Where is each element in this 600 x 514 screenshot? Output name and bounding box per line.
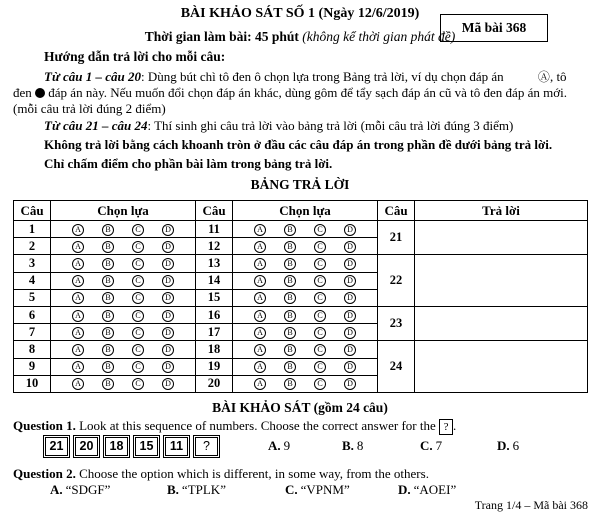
option-bubble-d[interactable]: D bbox=[344, 327, 356, 339]
instruction-paragraph-1 bbox=[13, 69, 588, 117]
option-bubble-c[interactable]: C bbox=[132, 275, 144, 287]
option-group bbox=[233, 255, 378, 272]
sequence-item: 11 bbox=[165, 437, 188, 456]
choice-value: “AOEI” bbox=[413, 482, 457, 497]
option-bubble-b[interactable]: B bbox=[102, 275, 114, 287]
option-bubble-d[interactable]: D bbox=[162, 258, 174, 270]
question-1-end: . bbox=[453, 418, 457, 433]
option-group bbox=[51, 289, 196, 306]
option-bubble-d[interactable]: D bbox=[162, 361, 174, 373]
option-bubble-c[interactable]: C bbox=[132, 344, 144, 356]
choice-value: “TPLK” bbox=[181, 482, 226, 497]
answer-table-header bbox=[14, 201, 588, 221]
sequence-item: 21 bbox=[45, 437, 68, 456]
question-2-text: Choose the option which is different, in some way, from the others. bbox=[75, 466, 429, 481]
q2-choice-a[interactable] bbox=[50, 482, 110, 498]
question-number: 20 bbox=[196, 375, 233, 392]
instruction-1-lead: Từ câu 1 – câu 20 bbox=[44, 69, 141, 84]
option-group bbox=[51, 306, 196, 323]
choice-value: 7 bbox=[435, 438, 443, 453]
option-bubble-c[interactable]: C bbox=[132, 310, 144, 322]
question-number: 19 bbox=[196, 358, 233, 375]
instruction-2-text: : Thí sinh ghi câu trả lời vào bảng trả lời (mỗi câu trả lời đúng 3 điểm) bbox=[147, 118, 514, 133]
option-bubble-b[interactable]: B bbox=[102, 224, 114, 236]
instruction-paragraph-3: Không trả lời bằng cách khoanh tròn ở đầu các câu đáp án trong phần đề dưới bảng trả lời. bbox=[44, 137, 553, 152]
answer-write-cell[interactable] bbox=[415, 255, 588, 307]
option-bubble-a[interactable]: A bbox=[254, 241, 266, 253]
option-group bbox=[233, 341, 378, 358]
time-label: Thời gian làm bài: 45 phút bbox=[144, 29, 299, 44]
question-1-text: Look at this sequence of numbers. Choose the correct answer for the bbox=[75, 418, 440, 433]
question-number: 7 bbox=[14, 324, 51, 341]
choice-letter: B. bbox=[342, 438, 354, 453]
q2-choice-b[interactable] bbox=[167, 482, 226, 498]
option-bubble-d[interactable]: D bbox=[344, 275, 356, 287]
question-number: 3 bbox=[14, 255, 51, 272]
choice-value: 6 bbox=[512, 438, 520, 453]
q1-choice-a[interactable] bbox=[268, 438, 290, 454]
option-bubble-c[interactable]: C bbox=[132, 378, 144, 390]
option-bubble-d[interactable]: D bbox=[162, 292, 174, 304]
option-bubble-c[interactable]: C bbox=[132, 292, 144, 304]
sequence-item: 18 bbox=[105, 437, 128, 456]
answer-table-title: BẢNG TRẢ LỜI bbox=[250, 177, 350, 192]
answer-write-cell[interactable] bbox=[415, 306, 588, 340]
option-group bbox=[233, 238, 378, 255]
q2-choice-c[interactable] bbox=[285, 482, 350, 498]
question-number: 1 bbox=[14, 221, 51, 238]
question-number: 14 bbox=[196, 272, 233, 289]
option-bubble-c[interactable]: C bbox=[132, 241, 144, 253]
answer-row bbox=[14, 221, 588, 238]
option-bubble-b[interactable]: B bbox=[284, 310, 296, 322]
option-bubble-c[interactable]: C bbox=[314, 310, 326, 322]
option-group bbox=[233, 358, 378, 375]
question-1-label: Question 1. bbox=[13, 418, 76, 433]
question-number: 11 bbox=[196, 221, 233, 238]
option-bubble-c[interactable]: C bbox=[314, 327, 326, 339]
answer-table bbox=[13, 200, 588, 393]
q1-choice-b[interactable] bbox=[342, 438, 363, 454]
header-cau-3: Câu bbox=[378, 201, 415, 221]
question-number: 10 bbox=[14, 375, 51, 392]
option-bubble-a[interactable]: A bbox=[72, 361, 84, 373]
option-bubble-a[interactable]: A bbox=[254, 378, 266, 390]
option-bubble-b[interactable]: B bbox=[102, 292, 114, 304]
option-bubble-a[interactable]: A bbox=[72, 224, 84, 236]
sequence-unknown: ? bbox=[195, 437, 218, 456]
choice-letter: C. bbox=[285, 482, 298, 497]
option-bubble-b[interactable]: B bbox=[102, 241, 114, 253]
section-title: BÀI KHẢO SÁT (gồm 24 câu) bbox=[212, 400, 388, 415]
instructions-heading: Hướng dẫn trả lời cho mỗi câu: bbox=[44, 49, 226, 64]
q2-choice-d[interactable] bbox=[398, 482, 456, 498]
question-2-label: Question 2. bbox=[13, 466, 76, 481]
option-bubble-d[interactable]: D bbox=[162, 310, 174, 322]
option-bubble-b[interactable]: B bbox=[284, 292, 296, 304]
option-bubble-d[interactable]: D bbox=[162, 344, 174, 356]
choice-letter: D. bbox=[497, 438, 510, 453]
header-chon-lua-1: Chọn lựa bbox=[51, 201, 196, 221]
option-bubble-c[interactable]: C bbox=[132, 361, 144, 373]
option-bubble-a[interactable]: A bbox=[254, 224, 266, 236]
question-number: 6 bbox=[14, 306, 51, 323]
answer-row bbox=[14, 341, 588, 358]
question-number: 21 bbox=[378, 221, 415, 255]
option-bubble-c[interactable]: C bbox=[132, 258, 144, 270]
header-tra-loi: Trả lời bbox=[415, 201, 588, 221]
option-group bbox=[233, 272, 378, 289]
question-number: 12 bbox=[196, 238, 233, 255]
choice-value: “SDGF” bbox=[65, 482, 111, 497]
page-footer: Trang 1/4 – Mã bài 368 bbox=[474, 498, 588, 512]
option-group bbox=[51, 341, 196, 358]
option-bubble-d[interactable]: D bbox=[162, 378, 174, 390]
choice-value: 8 bbox=[356, 438, 364, 453]
question-number: 18 bbox=[196, 341, 233, 358]
option-bubble-b[interactable]: B bbox=[102, 258, 114, 270]
option-group bbox=[233, 306, 378, 323]
option-bubble-d[interactable]: D bbox=[344, 292, 356, 304]
option-bubble-c[interactable]: C bbox=[132, 224, 144, 236]
option-group bbox=[233, 289, 378, 306]
option-bubble-b[interactable]: B bbox=[284, 275, 296, 287]
option-bubble-b[interactable]: B bbox=[284, 378, 296, 390]
option-group bbox=[51, 238, 196, 255]
option-bubble-b[interactable]: B bbox=[284, 258, 296, 270]
option-group bbox=[51, 375, 196, 392]
question-number: 4 bbox=[14, 272, 51, 289]
option-bubble-a[interactable]: A bbox=[254, 310, 266, 322]
question-2 bbox=[13, 466, 429, 482]
option-bubble-b[interactable]: B bbox=[102, 344, 114, 356]
option-bubble-a[interactable]: A bbox=[254, 258, 266, 270]
option-bubble-d[interactable]: D bbox=[162, 327, 174, 339]
option-bubble-c[interactable]: C bbox=[314, 344, 326, 356]
option-bubble-c[interactable]: C bbox=[314, 275, 326, 287]
option-bubble-a[interactable]: A bbox=[72, 241, 84, 253]
option-bubble-b[interactable]: B bbox=[284, 327, 296, 339]
option-bubble-a[interactable]: A bbox=[72, 310, 84, 322]
instruction-1-text-a: : Dùng bút chì tô đen ô chọn lựa trong Bảng trả lời, ví dụ chọn đáp án bbox=[140, 69, 507, 84]
answer-write-cell[interactable] bbox=[415, 341, 588, 393]
circle-a-example: Ⓐ bbox=[537, 70, 550, 84]
question-number: 15 bbox=[196, 289, 233, 306]
answer-row bbox=[14, 306, 588, 323]
option-group bbox=[51, 221, 196, 238]
option-bubble-a[interactable]: A bbox=[254, 344, 266, 356]
option-bubble-a[interactable]: A bbox=[254, 327, 266, 339]
question-mark-box: ? bbox=[439, 419, 453, 435]
q1-choice-c[interactable] bbox=[420, 438, 442, 454]
option-bubble-d[interactable]: D bbox=[162, 224, 174, 236]
option-group bbox=[51, 272, 196, 289]
option-bubble-b[interactable]: B bbox=[102, 327, 114, 339]
choice-letter: A. bbox=[268, 438, 281, 453]
question-number: 24 bbox=[378, 341, 415, 393]
option-bubble-c[interactable]: C bbox=[314, 224, 326, 236]
number-sequence bbox=[45, 437, 221, 456]
option-bubble-c[interactable]: C bbox=[314, 258, 326, 270]
header-cau-2: Câu bbox=[196, 201, 233, 221]
option-bubble-a[interactable]: A bbox=[72, 275, 84, 287]
instruction-1-text-b: , tô đen bbox=[13, 69, 567, 100]
option-group bbox=[233, 221, 378, 238]
question-1 bbox=[13, 418, 456, 435]
question-number: 22 bbox=[378, 255, 415, 307]
option-bubble-b[interactable]: B bbox=[102, 310, 114, 322]
option-bubble-c[interactable]: C bbox=[132, 327, 144, 339]
option-bubble-a[interactable]: A bbox=[254, 361, 266, 373]
choice-letter: C. bbox=[420, 438, 433, 453]
question-number: 8 bbox=[14, 341, 51, 358]
question-number: 16 bbox=[196, 306, 233, 323]
option-bubble-c[interactable]: C bbox=[314, 361, 326, 373]
header-chon-lua-2: Chọn lựa bbox=[233, 201, 378, 221]
question-number: 5 bbox=[14, 289, 51, 306]
exam-code-box: Mã bài 368 bbox=[440, 14, 548, 42]
option-bubble-a[interactable]: A bbox=[254, 275, 266, 287]
instruction-paragraph-2 bbox=[13, 118, 588, 134]
option-bubble-d[interactable]: D bbox=[344, 241, 356, 253]
instruction-1-text-c: đáp án này. Nếu muốn đổi chọn đáp án khác, dùng gôm để tẩy sạch đáp án cũ và tô đen đáp án mới. (mỗi câu trả lời đúng 2 điểm) bbox=[13, 85, 567, 116]
sequence-item: 20 bbox=[75, 437, 98, 456]
option-bubble-d[interactable]: D bbox=[344, 361, 356, 373]
option-group bbox=[51, 358, 196, 375]
q1-choice-d[interactable] bbox=[497, 438, 519, 454]
page-title: BÀI KHẢO SÁT SỐ 1 (Ngày 12/6/2019) bbox=[180, 6, 420, 21]
instruction-paragraph-4: Chỉ chấm điểm cho phần bài làm trong bảng trả lời. bbox=[44, 156, 333, 171]
option-bubble-d[interactable]: D bbox=[344, 378, 356, 390]
answer-write-cell[interactable] bbox=[415, 221, 588, 255]
choice-letter: B. bbox=[167, 482, 179, 497]
question-number: 13 bbox=[196, 255, 233, 272]
option-bubble-c[interactable]: C bbox=[314, 241, 326, 253]
question-number: 9 bbox=[14, 358, 51, 375]
option-group bbox=[51, 324, 196, 341]
option-bubble-d[interactable]: D bbox=[162, 241, 174, 253]
option-bubble-d[interactable]: D bbox=[162, 275, 174, 287]
question-number: 2 bbox=[14, 238, 51, 255]
instruction-2-lead: Từ câu 21 – câu 24 bbox=[44, 118, 148, 133]
question-number: 17 bbox=[196, 324, 233, 341]
option-bubble-b[interactable]: B bbox=[284, 361, 296, 373]
option-bubble-b[interactable]: B bbox=[284, 344, 296, 356]
time-note: (không kể thời gian phát đề) bbox=[302, 29, 456, 44]
choice-letter: A. bbox=[50, 482, 63, 497]
choice-value: “VPNM” bbox=[300, 482, 350, 497]
option-bubble-d[interactable]: D bbox=[344, 310, 356, 322]
option-group bbox=[51, 255, 196, 272]
option-bubble-c[interactable]: C bbox=[314, 292, 326, 304]
answer-row bbox=[14, 255, 588, 272]
option-bubble-c[interactable]: C bbox=[314, 378, 326, 390]
choice-letter: D. bbox=[398, 482, 411, 497]
option-bubble-a[interactable]: A bbox=[72, 258, 84, 270]
option-bubble-a[interactable]: A bbox=[72, 344, 84, 356]
option-bubble-b[interactable]: B bbox=[284, 224, 296, 236]
sequence-item: 15 bbox=[135, 437, 158, 456]
option-bubble-a[interactable]: A bbox=[254, 292, 266, 304]
option-group bbox=[233, 375, 378, 392]
filled-circle-icon bbox=[35, 88, 45, 98]
option-bubble-b[interactable]: B bbox=[102, 378, 114, 390]
option-bubble-a[interactable]: A bbox=[72, 378, 84, 390]
question-number: 23 bbox=[378, 306, 415, 340]
option-bubble-d[interactable]: D bbox=[344, 224, 356, 236]
option-bubble-b[interactable]: B bbox=[102, 361, 114, 373]
option-bubble-a[interactable]: A bbox=[72, 292, 84, 304]
option-bubble-a[interactable]: A bbox=[72, 327, 84, 339]
option-bubble-b[interactable]: B bbox=[284, 241, 296, 253]
header-cau-1: Câu bbox=[14, 201, 51, 221]
option-bubble-d[interactable]: D bbox=[344, 258, 356, 270]
choice-value: 9 bbox=[283, 438, 291, 453]
option-group bbox=[233, 324, 378, 341]
option-bubble-d[interactable]: D bbox=[344, 344, 356, 356]
